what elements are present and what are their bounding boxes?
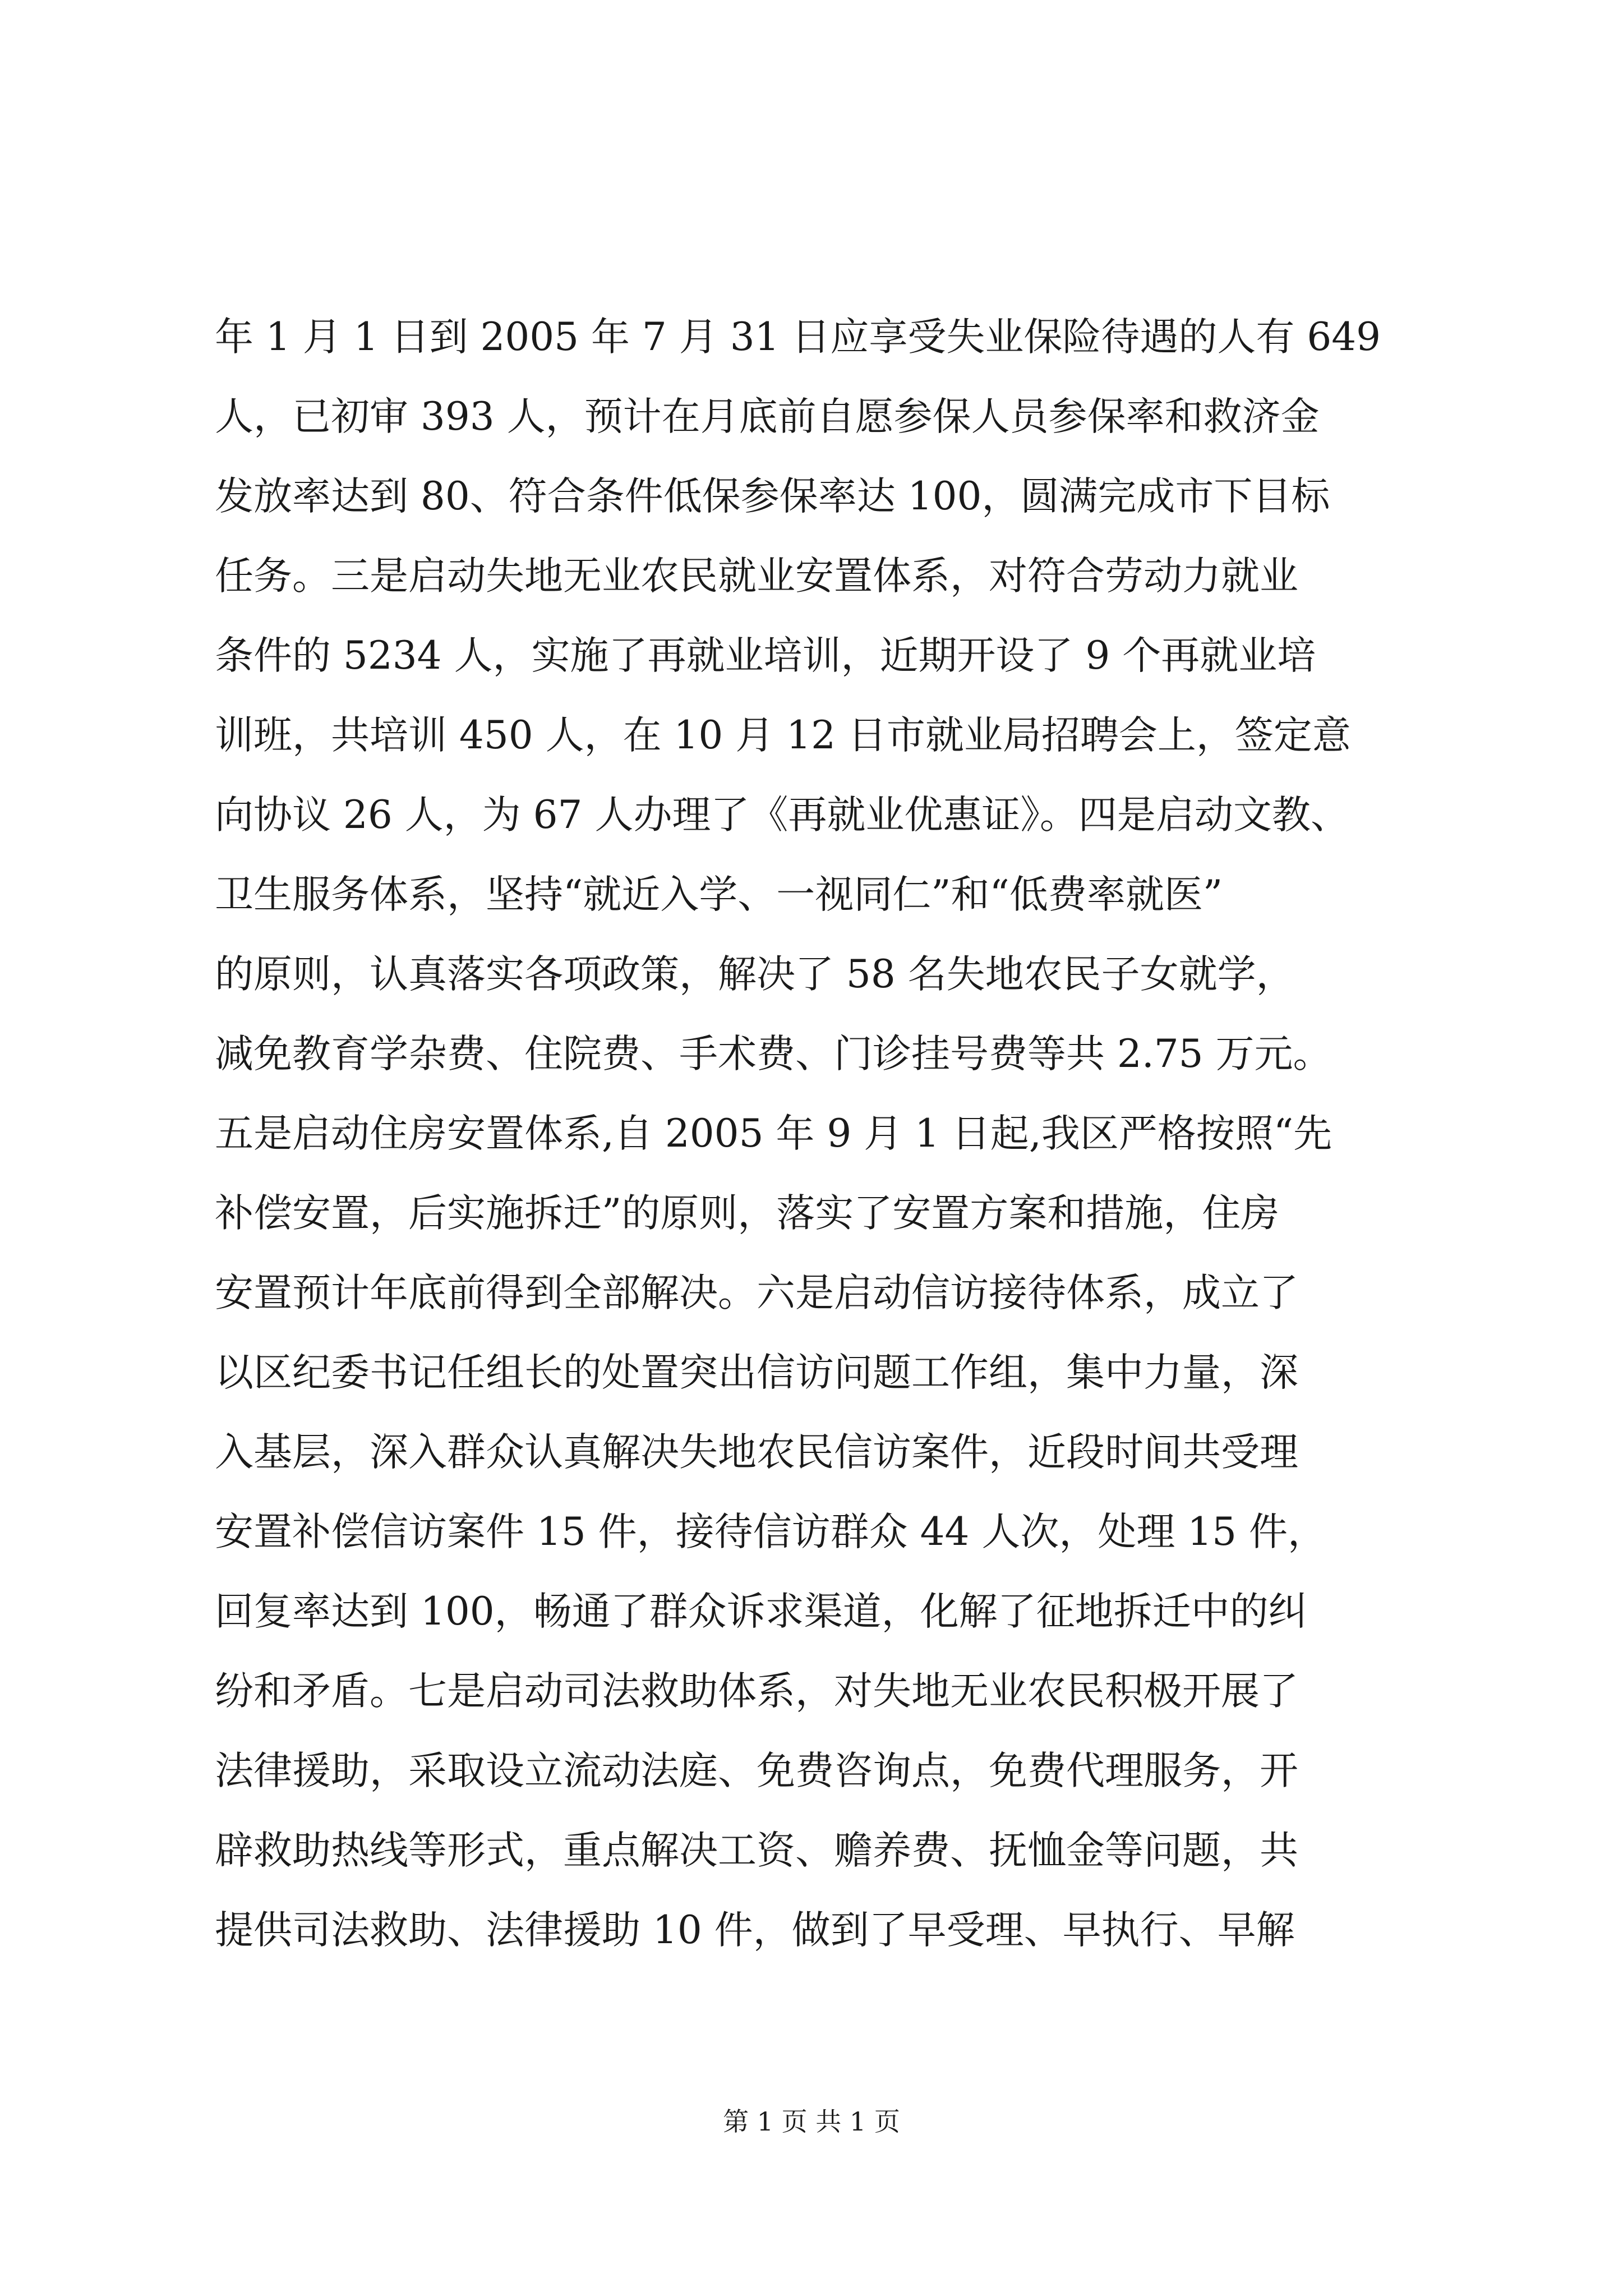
- text-line: 年 1 月 1 日到 2005 年 7 月 31 日应享受失业保险待遇的人有 649: [215, 315, 1381, 360]
- text-line: 安置预计年底前得到全部解决。六是启动信访接待体系，成立了: [215, 1271, 1298, 1315]
- text-line: 向协议 26 人，为 67 人办理了《再就业优惠证》。四是启动文教、: [215, 793, 1349, 838]
- text-line: 提供司法救助、法律援助 10 件，做到了早受理、早执行、早解: [215, 1908, 1295, 1953]
- text-line: 减免教育学杂费、住院费、手术费、门诊挂号费等共 2.75 万元。: [215, 1032, 1332, 1076]
- text-line: 训班，共培训 450 人，在 10 月 12 日市就业局招聘会上，签定意: [215, 713, 1351, 758]
- text-line: 辟救助热线等形式，重点解决工资、赡养费、抚恤金等问题，共: [215, 1828, 1298, 1873]
- text-line: 条件的 5234 人，实施了再就业培训，近期开设了 9 个再就业培: [215, 633, 1316, 678]
- text-line: 入基层，深入群众认真解决失地农民信访案件，近段时间共受理: [215, 1430, 1298, 1475]
- text-line: 法律援助，采取设立流动法庭、免费咨询点，免费代理服务，开: [215, 1749, 1298, 1793]
- text-line: 回复率达到 100，畅通了群众诉求渠道，化解了征地拆迁中的纠: [215, 1589, 1307, 1634]
- text-line: 卫生服务体系，坚持“就近入学、一视同仁”和“低费率就医”: [215, 872, 1223, 917]
- page-footer: 第 1 页 共 1 页: [723, 2106, 900, 2137]
- text-line: 纷和矛盾。七是启动司法救助体系，对失地无业农民积极开展了: [215, 1669, 1298, 1714]
- text-line: 补偿安置，后实施拆迁”的原则，落实了安置方案和措施，住房: [215, 1191, 1280, 1236]
- text-line: 的原则，认真落实各项政策，解决了 58 名失地农民子女就学，: [215, 952, 1295, 997]
- text-line: 任务。三是启动失地无业农民就业安置体系，对符合劳动力就业: [215, 554, 1298, 599]
- text-line: 以区纪委书记任组长的处置突出信访问题工作组，集中力量，深: [215, 1350, 1298, 1395]
- text-line: 人，已初审 393 人，预计在月底前自愿参保人员参保率和救济金: [215, 394, 1320, 439]
- text-line: 五是启动住房安置体系,自 2005 年 9 月 1 日起,我区严格按照“先: [215, 1111, 1332, 1156]
- text-line: 发放率达到 80、符合条件低保参保率达 100，圆满完成市下目标: [215, 474, 1330, 519]
- body-text: [215, 297, 1415, 1970]
- text-line: 安置补偿信访案件 15 件，接待信访群众 44 人次，处理 15 件，: [215, 1510, 1326, 1554]
